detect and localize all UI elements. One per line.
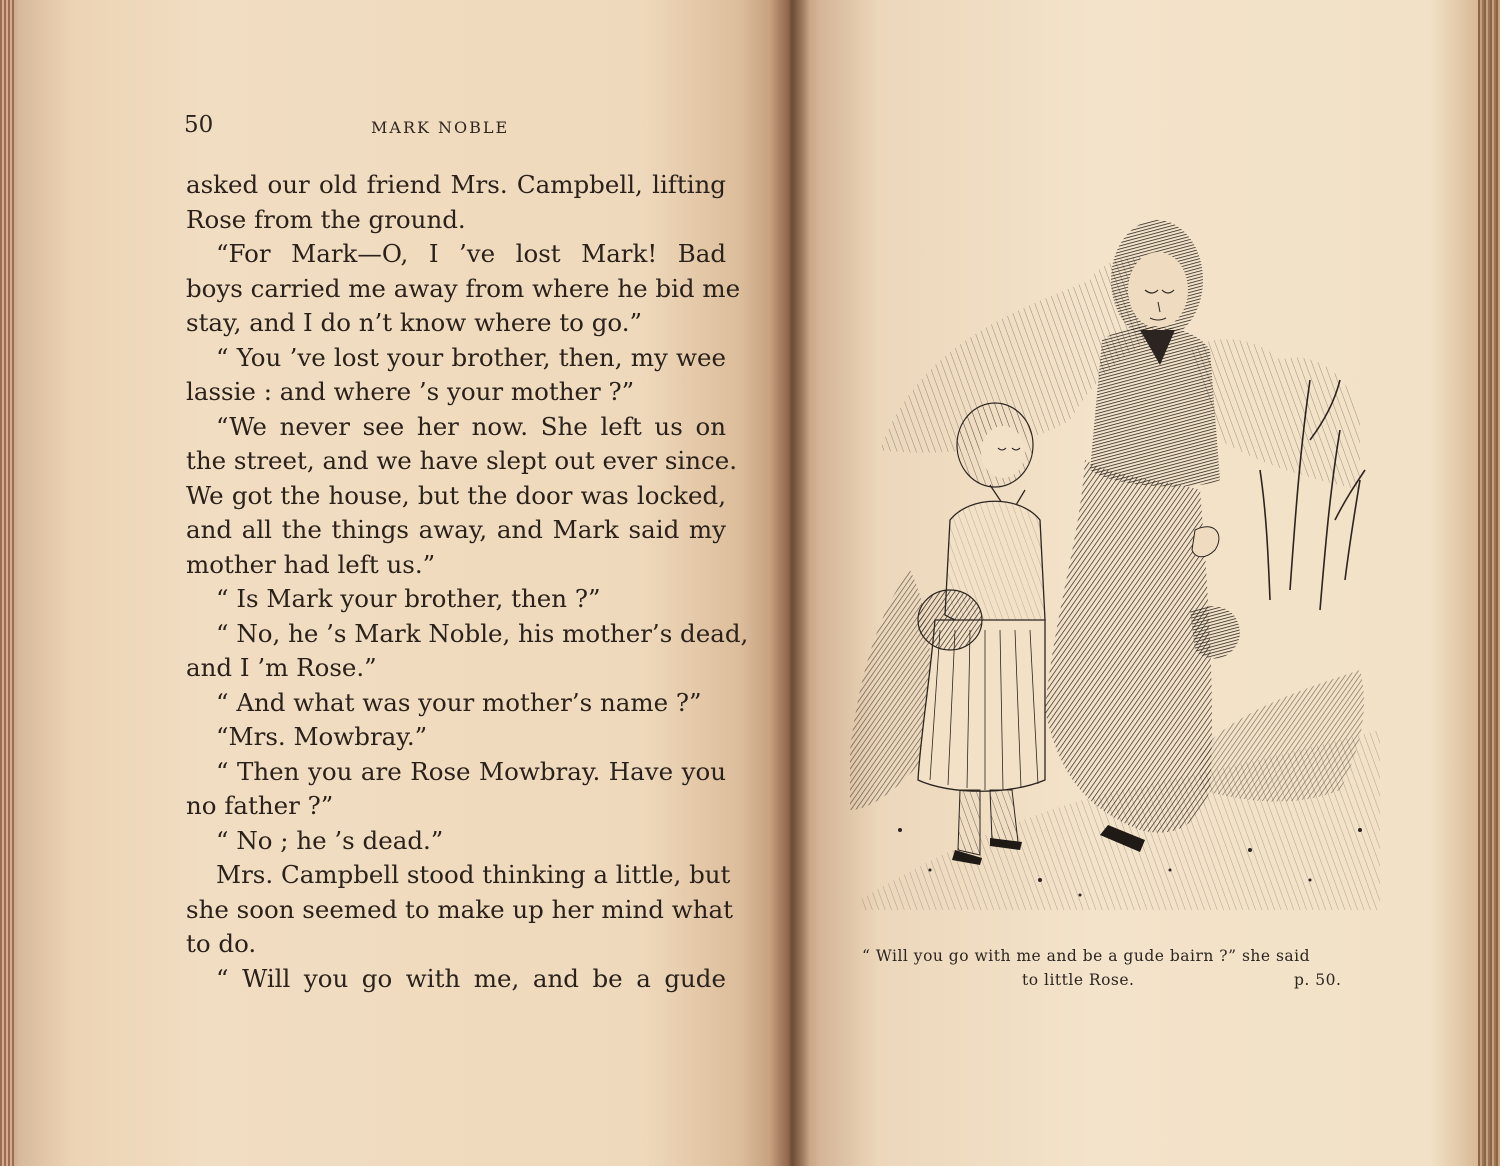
caption-line-1: “ Will you go with me and be a gude bairn ?” she said <box>862 947 1311 965</box>
running-head <box>184 112 544 142</box>
text-line: no father ?” <box>186 791 334 820</box>
illustration-caption <box>862 944 1372 992</box>
text-line: and all the things away, and Mark said my <box>186 515 726 544</box>
engraving-illustration <box>840 190 1400 910</box>
text-line: “We never see her now. She left us on <box>216 411 726 441</box>
text-line: lassie : and where ’s your mother ?” <box>186 377 635 406</box>
text-line: asked our old friend Mrs. Campbell, lifting <box>186 170 726 199</box>
text-line: the street, and we have slept out ever since. <box>186 446 738 475</box>
text-line: “ Is Mark your brother, then ?” <box>216 584 601 613</box>
text-line: “ Then you are Rose Mowbray. Have you <box>216 756 726 786</box>
caption-line-2-row <box>862 968 1372 992</box>
text-line: stay, and I do n’t know where to go.” <box>186 308 643 337</box>
caption-page-reference: p. 50. <box>1294 971 1342 989</box>
text-line: to do. <box>186 929 257 958</box>
text-line: We got the house, but the door was locked, <box>186 480 726 510</box>
text-line: “ No ; he ’s dead.” <box>216 825 444 855</box>
book-gutter <box>770 0 810 1166</box>
text-line: “ No, he ’s Mark Noble, his mother’s dead, <box>216 618 749 648</box>
text-line: mother had left us.” <box>186 549 436 579</box>
text-line: Mrs. Campbell stood thinking a little, but <box>216 860 731 889</box>
text-line: and I ’m Rose.” <box>186 653 377 682</box>
body-text <box>186 168 749 996</box>
text-line: she soon seemed to make up her mind what <box>186 894 733 924</box>
text-line: boys carried me away from where he bid me <box>186 273 741 303</box>
text-line: Rose from the ground. <box>186 204 466 234</box>
left-page-edges <box>0 0 14 1166</box>
basket-icon <box>918 590 982 650</box>
caption-line-2: to little Rose. <box>1022 971 1135 989</box>
right-page-edges <box>1478 0 1500 1166</box>
text-line: “ You ’ve lost your brother, then, my wee <box>216 342 726 372</box>
bush-right <box>1200 670 1364 802</box>
page-number: 50 <box>184 112 214 138</box>
girl-figure <box>918 403 1045 865</box>
text-line: “ And what was your mother’s name ?” <box>216 687 702 717</box>
text-line: “For Mark—O, I ’ve lost Mark! Bad <box>216 239 726 268</box>
text-line: “Mrs. Mowbray.” <box>216 722 428 751</box>
running-title: MARK NOBLE <box>371 118 510 137</box>
text-line: “ Will you go with me, and be a gude <box>216 963 726 993</box>
